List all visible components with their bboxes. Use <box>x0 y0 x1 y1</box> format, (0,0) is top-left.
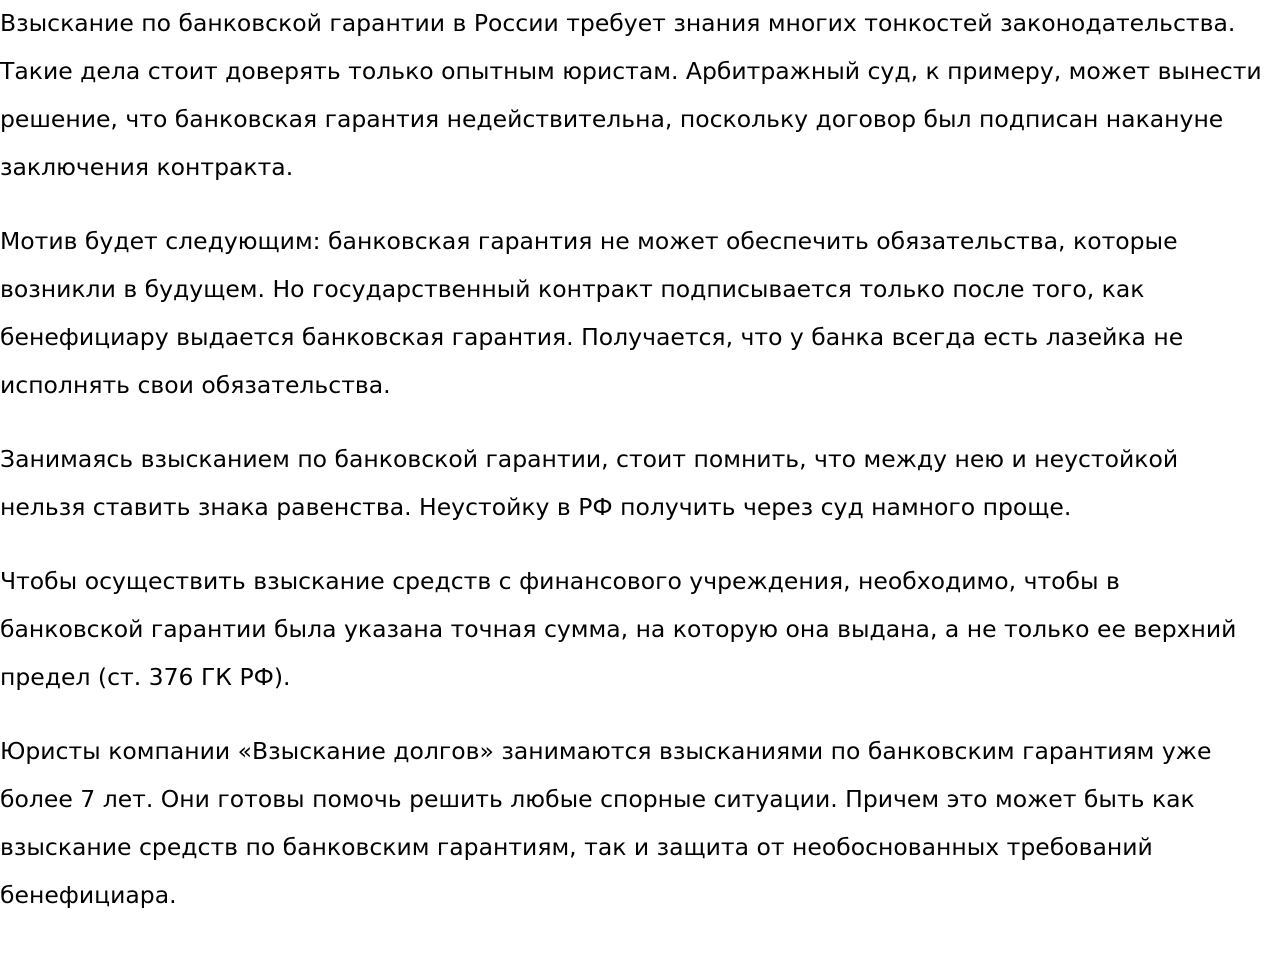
article-paragraph: Занимаясь взысканием по банковской гарантии, стоит помнить, что между нею и неустойкой нельзя ставить знака равенства. Неустойку в РФ получить через суд намного проще. <box>0 445 1179 521</box>
article-paragraph: Чтобы осуществить взыскание средств с финансового учреждения, необходимо, чтобы в банковской гарантии была указана точная сумма, на которую она выдана, а не только ее верхний предел (ст. 376 ГК РФ). <box>0 567 1237 691</box>
article-paragraph: Взыскание по банковской гарантии в России требует знания многих тонкостей законодательства. Такие дела стоит доверять только опытным юристам. Арбитражный суд, к примеру, может вынести решение, что банковская гарантия недействительна, поскольку договор был подписан накануне заключения контракта. <box>0 9 1262 181</box>
article-paragraph: Мотив будет следующим: банковская гарантия не может обеспечить обязательства, которые возникли в будущем. Но государственный контракт подписывается только после того, как бенефициару выдается банковская гарантия. Получается, что у банка всегда есть лазейка не исполнять свои обязательства. <box>0 227 1184 399</box>
article-paragraph: Юристы компании «Взыскание долгов» занимаются взысканиями по банковским гарантиям уже более 7 лет. Они готовы помочь решить любые спорные ситуации. Причем это может быть как взыскание средств по банковским гарантиям, так и защита от необоснованных требований бенефициара. <box>0 737 1212 909</box>
